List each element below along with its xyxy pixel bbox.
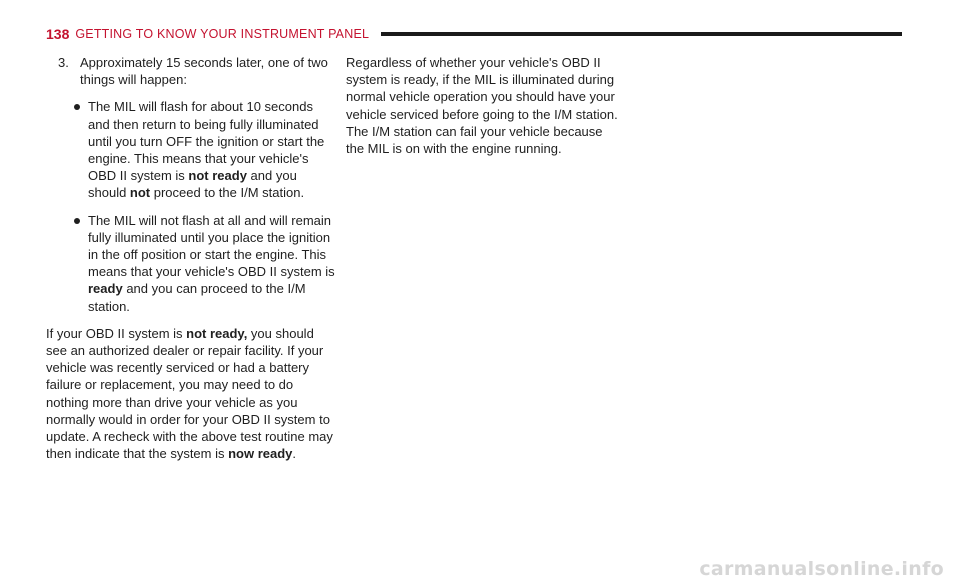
right-column xyxy=(346,54,618,157)
mil-paragraph: Regardless of whether your vehicle's OBD II system is ready, if the MIL is illuminated during normal vehicle operation you should have your vehicle serviced before going to the I/M station. The I/M station can fail your vehicle because the MIL is on with the engine running. xyxy=(346,55,618,157)
bullet1-mid: and you should xyxy=(88,168,297,201)
obd-not-ready-paragraph xyxy=(46,325,336,463)
bullet2-bold-ready: ready xyxy=(88,281,123,297)
para-bold-now-ready: now ready xyxy=(228,446,293,462)
para-mid: you should see an authorized dealer or repair facility. If your vehicle was recently serviced or had a battery failure or replacement, you may need to do nothing more than drive your vehicle as you normally would in order for your OBD II system to update. A recheck with the above test routine may then indicate that the system is xyxy=(46,325,333,462)
bullet2-post: and you can proceed to the I/M station. xyxy=(88,281,306,314)
page-header xyxy=(46,24,902,44)
bullet2-pre: The MIL will not flash at all and will remain fully illuminated until you place the ignition in the off position or start the engine. This means that your vehicle's OBD II system is xyxy=(88,212,335,280)
bullet-dot-icon xyxy=(74,104,80,110)
bullet1-bold-not: not xyxy=(129,185,151,201)
bullet-dot-icon xyxy=(74,218,80,224)
bullet1-post: proceed to the I/M station. xyxy=(150,185,305,201)
step-3 xyxy=(58,54,336,88)
step-text: Approximately 15 seconds later, one of two things will happen: xyxy=(80,55,328,88)
bullet-item-2 xyxy=(72,212,336,315)
section-title: GETTING TO KNOW YOUR INSTRUMENT PANEL xyxy=(75,27,370,41)
header-rule xyxy=(381,32,902,36)
left-column xyxy=(46,54,336,462)
para-bold-not-ready: not ready, xyxy=(186,325,248,341)
bullet1-bold-not-ready: not ready xyxy=(188,168,247,184)
watermark: carmanualsonline.info xyxy=(699,558,944,580)
page-number: 138 xyxy=(46,26,70,42)
bullet1-pre: The MIL will flash for about 10 seconds and then return to being fully illuminated until you turn OFF the ignition or start the engine. This means that your vehicle's OBD II system is xyxy=(88,99,325,184)
step-number: 3. xyxy=(58,55,69,70)
bullet-item-1 xyxy=(72,98,336,201)
para-post: . xyxy=(292,446,297,462)
para-pre: If your OBD II system is xyxy=(46,325,187,341)
